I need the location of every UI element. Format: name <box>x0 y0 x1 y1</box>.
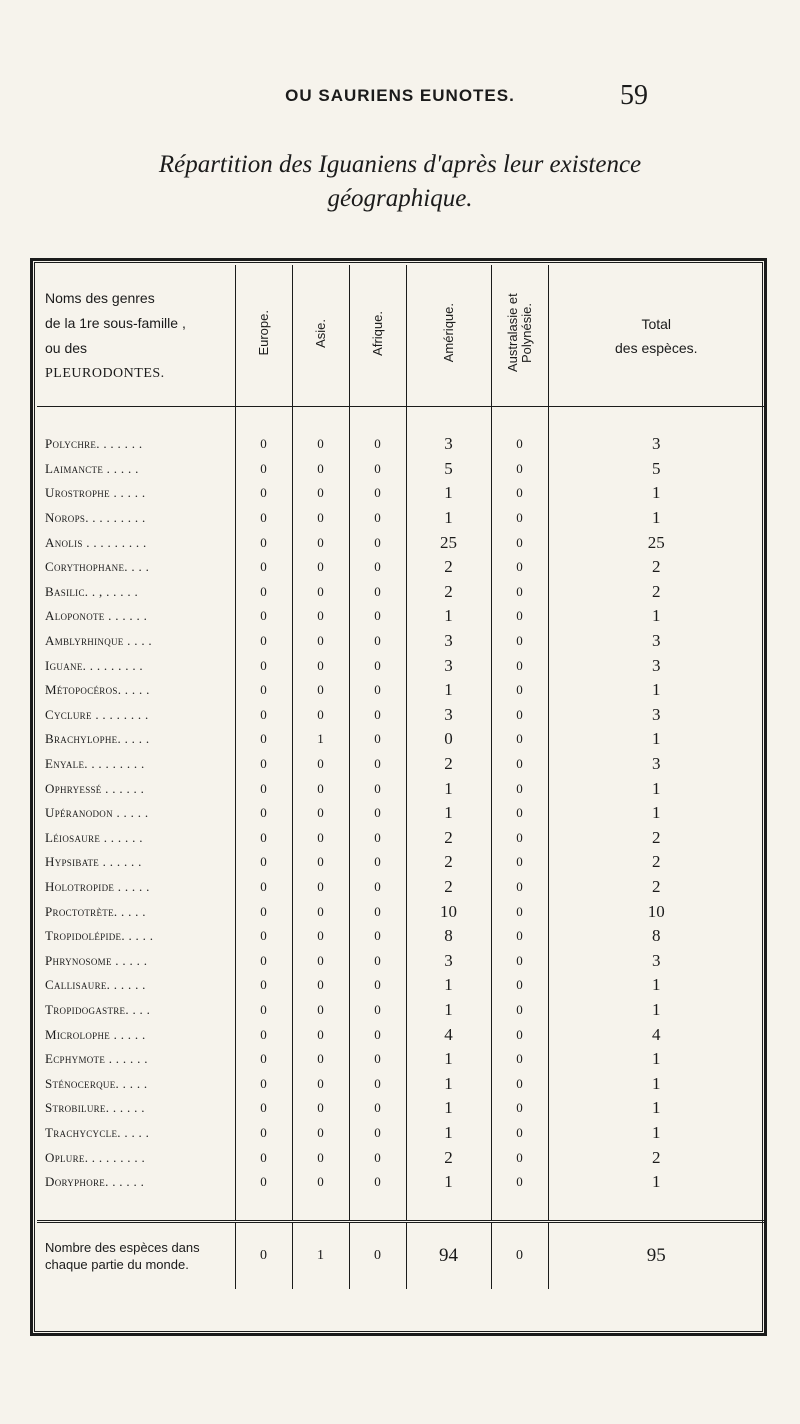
cell-amerique: 1 <box>406 678 491 703</box>
cell-amerique: 2 <box>406 555 491 580</box>
cell-afrique: 0 <box>349 580 406 605</box>
cell-afrique: 0 <box>349 801 406 826</box>
cell-amerique: 2 <box>406 752 491 777</box>
cell-asie: 0 <box>292 776 349 801</box>
cell-australasie: 0 <box>491 1071 548 1096</box>
cell-australasie: 0 <box>491 1145 548 1170</box>
cell-australasie: 0 <box>491 703 548 728</box>
cell-total: 1 <box>548 1047 764 1072</box>
cell-afrique: 0 <box>349 899 406 924</box>
cell-afrique: 0 <box>349 1047 406 1072</box>
cell-total: 4 <box>548 1022 764 1047</box>
cell-australasie: 0 <box>491 727 548 752</box>
cell-asie: 0 <box>292 752 349 777</box>
cell-total: 2 <box>548 826 764 851</box>
table-row <box>37 776 764 801</box>
cell-afrique: 0 <box>349 850 406 875</box>
cell-australasie: 0 <box>491 752 548 777</box>
footer-australasie: 0 <box>491 1222 548 1290</box>
cell-australasie: 0 <box>491 1047 548 1072</box>
table-row <box>37 653 764 678</box>
cell-amerique: 1 <box>406 1121 491 1146</box>
cell-total: 8 <box>548 924 764 949</box>
cell-afrique: 0 <box>349 924 406 949</box>
footer-afrique: 0 <box>349 1222 406 1290</box>
cell-australasie: 0 <box>491 850 548 875</box>
cell-asie: 0 <box>292 899 349 924</box>
genus-name: Léiosaure . . . . . . <box>45 829 143 845</box>
cell-australasie: 0 <box>491 776 548 801</box>
cell-amerique: 25 <box>406 530 491 555</box>
cell-europe: 0 <box>235 1071 292 1096</box>
cell-amerique: 1 <box>406 1096 491 1121</box>
footer-label: Nombre des espèces dans chaque partie du monde. <box>37 1222 235 1290</box>
cell-amerique: 1 <box>406 776 491 801</box>
cell-australasie: 0 <box>491 432 548 457</box>
cell-europe: 0 <box>235 973 292 998</box>
cell-amerique: 1 <box>406 1170 491 1195</box>
cell-afrique: 0 <box>349 457 406 482</box>
cell-australasie: 0 <box>491 555 548 580</box>
cell-afrique: 0 <box>349 1145 406 1170</box>
cell-amerique: 1 <box>406 1071 491 1096</box>
table-row <box>37 826 764 851</box>
cell-amerique: 1 <box>406 481 491 506</box>
cell-asie: 0 <box>292 875 349 900</box>
table-row <box>37 973 764 998</box>
cell-total: 1 <box>548 1096 764 1121</box>
cell-asie: 0 <box>292 481 349 506</box>
cell-asie: 0 <box>292 457 349 482</box>
footer-asie: 1 <box>292 1222 349 1290</box>
table-row <box>37 948 764 973</box>
cell-total: 1 <box>548 604 764 629</box>
cell-amerique: 3 <box>406 653 491 678</box>
cell-total: 2 <box>548 555 764 580</box>
cell-total: 5 <box>548 457 764 482</box>
genus-name: Microlophe . . . . . <box>45 1026 146 1042</box>
cell-amerique: 5 <box>406 457 491 482</box>
cell-amerique: 3 <box>406 629 491 654</box>
cell-total: 1 <box>548 776 764 801</box>
cell-asie: 0 <box>292 555 349 580</box>
table-row <box>37 530 764 555</box>
cell-asie: 0 <box>292 580 349 605</box>
cell-afrique: 0 <box>349 1071 406 1096</box>
cell-total: 2 <box>548 850 764 875</box>
genus-name: Callisaure. . . . . . <box>45 977 146 993</box>
cell-europe: 0 <box>235 506 292 531</box>
cell-total: 1 <box>548 481 764 506</box>
table-row <box>37 481 764 506</box>
cell-europe: 0 <box>235 481 292 506</box>
genus-name: Tropidogastre. . . . <box>45 1001 151 1017</box>
cell-amerique: 2 <box>406 875 491 900</box>
cell-asie: 1 <box>292 727 349 752</box>
table-row <box>37 432 764 457</box>
table-title-line2: géographique. <box>327 185 473 212</box>
cell-europe: 0 <box>235 1145 292 1170</box>
cell-europe: 0 <box>235 924 292 949</box>
cell-asie: 0 <box>292 1047 349 1072</box>
table-row <box>37 1145 764 1170</box>
cell-total: 2 <box>548 580 764 605</box>
cell-total: 1 <box>548 973 764 998</box>
cell-asie: 0 <box>292 1096 349 1121</box>
table-row <box>37 801 764 826</box>
cell-afrique: 0 <box>349 1096 406 1121</box>
header-afrique: Afrique. <box>349 265 406 407</box>
page-number: 59 <box>620 80 648 111</box>
cell-total: 3 <box>548 752 764 777</box>
cell-afrique: 0 <box>349 948 406 973</box>
table-row <box>37 604 764 629</box>
cell-total: 2 <box>548 1145 764 1170</box>
genus-name: Holotropide . . . . . <box>45 878 150 894</box>
cell-amerique: 1 <box>406 1047 491 1072</box>
header-australasie: Australasie et Polynésie. <box>491 265 548 407</box>
genus-name: Tropidolépide. . . . . <box>45 928 154 944</box>
cell-australasie: 0 <box>491 899 548 924</box>
genus-name: Doryphore. . . . . . <box>45 1174 145 1190</box>
table-header-row <box>37 265 764 407</box>
cell-total: 1 <box>548 727 764 752</box>
cell-europe: 0 <box>235 1096 292 1121</box>
table-body <box>37 407 764 1222</box>
header-genus-names: Noms des genres de la 1re sous-famille , ou des PLEURODONTES. <box>37 265 235 407</box>
cell-europe: 0 <box>235 555 292 580</box>
cell-asie: 0 <box>292 826 349 851</box>
table-row <box>37 924 764 949</box>
running-head <box>0 80 800 120</box>
cell-total: 1 <box>548 678 764 703</box>
genus-name: Urostrophe . . . . . <box>45 485 146 501</box>
cell-europe: 0 <box>235 727 292 752</box>
cell-asie: 0 <box>292 1121 349 1146</box>
cell-total: 3 <box>548 948 764 973</box>
cell-australasie: 0 <box>491 457 548 482</box>
cell-asie: 0 <box>292 506 349 531</box>
cell-amerique: 10 <box>406 899 491 924</box>
distribution-table-frame <box>30 258 767 1336</box>
genus-name: Polychre. . . . . . . <box>45 436 143 452</box>
cell-australasie: 0 <box>491 924 548 949</box>
genus-name: Iguane. . . . . . . . . <box>45 657 143 673</box>
table-row <box>37 1121 764 1146</box>
genus-name: Corythophane. . . . <box>45 559 150 575</box>
cell-australasie: 0 <box>491 998 548 1023</box>
cell-europe: 0 <box>235 875 292 900</box>
cell-total: 25 <box>548 530 764 555</box>
table-row <box>37 629 764 654</box>
cell-afrique: 0 <box>349 1022 406 1047</box>
cell-europe: 0 <box>235 604 292 629</box>
cell-afrique: 0 <box>349 555 406 580</box>
table-footer-row <box>37 1222 764 1290</box>
cell-europe: 0 <box>235 653 292 678</box>
cell-amerique: 4 <box>406 1022 491 1047</box>
cell-europe: 0 <box>235 998 292 1023</box>
cell-total: 1 <box>548 506 764 531</box>
cell-total: 2 <box>548 875 764 900</box>
table-spacer-row <box>37 1194 764 1222</box>
cell-europe: 0 <box>235 850 292 875</box>
footer-amerique: 94 <box>406 1222 491 1290</box>
cell-asie: 0 <box>292 604 349 629</box>
cell-total: 3 <box>548 432 764 457</box>
cell-afrique: 0 <box>349 752 406 777</box>
cell-australasie: 0 <box>491 973 548 998</box>
cell-amerique: 2 <box>406 580 491 605</box>
cell-amerique: 1 <box>406 506 491 531</box>
cell-europe: 0 <box>235 826 292 851</box>
header-amerique: Amérique. <box>406 265 491 407</box>
table-row <box>37 850 764 875</box>
cell-afrique: 0 <box>349 826 406 851</box>
table-row <box>37 678 764 703</box>
cell-amerique: 1 <box>406 973 491 998</box>
genus-name: Ophryessé . . . . . . <box>45 780 145 796</box>
cell-asie: 0 <box>292 1145 349 1170</box>
cell-afrique: 0 <box>349 678 406 703</box>
cell-australasie: 0 <box>491 1096 548 1121</box>
cell-europe: 0 <box>235 776 292 801</box>
genus-name: Laimancte . . . . . <box>45 460 139 476</box>
cell-australasie: 0 <box>491 1022 548 1047</box>
header-europe: Europe. <box>235 265 292 407</box>
cell-afrique: 0 <box>349 1170 406 1195</box>
cell-afrique: 0 <box>349 1121 406 1146</box>
table-row <box>37 555 764 580</box>
table-row <box>37 1022 764 1047</box>
cell-total: 1 <box>548 1121 764 1146</box>
cell-total: 3 <box>548 653 764 678</box>
cell-afrique: 0 <box>349 703 406 728</box>
genus-name: Aloponote . . . . . . <box>45 608 148 624</box>
cell-australasie: 0 <box>491 826 548 851</box>
cell-afrique: 0 <box>349 875 406 900</box>
cell-afrique: 0 <box>349 653 406 678</box>
cell-asie: 0 <box>292 850 349 875</box>
cell-australasie: 0 <box>491 530 548 555</box>
genus-name: Norops. . . . . . . . . <box>45 510 146 526</box>
distribution-table <box>37 265 764 1289</box>
genus-name: Brachylophe. . . . . <box>45 731 150 747</box>
cell-europe: 0 <box>235 1022 292 1047</box>
cell-amerique: 2 <box>406 826 491 851</box>
cell-australasie: 0 <box>491 580 548 605</box>
cell-asie: 0 <box>292 678 349 703</box>
genus-name: Ecphymote . . . . . . <box>45 1051 148 1067</box>
cell-total: 1 <box>548 998 764 1023</box>
cell-amerique: 8 <box>406 924 491 949</box>
cell-asie: 0 <box>292 703 349 728</box>
cell-asie: 0 <box>292 432 349 457</box>
cell-australasie: 0 <box>491 506 548 531</box>
table-row <box>37 998 764 1023</box>
cell-amerique: 1 <box>406 604 491 629</box>
cell-europe: 0 <box>235 801 292 826</box>
cell-australasie: 0 <box>491 604 548 629</box>
table-row <box>37 457 764 482</box>
genus-name: Proctotrète. . . . . <box>45 903 146 919</box>
cell-amerique: 0 <box>406 727 491 752</box>
cell-europe: 0 <box>235 678 292 703</box>
table-row <box>37 703 764 728</box>
table-row <box>37 727 764 752</box>
cell-total: 1 <box>548 1071 764 1096</box>
table-row <box>37 580 764 605</box>
cell-asie: 0 <box>292 530 349 555</box>
table-row <box>37 752 764 777</box>
cell-amerique: 3 <box>406 432 491 457</box>
genus-name: Basilic. . , . . . . . <box>45 583 139 599</box>
genus-name: Anolis . . . . . . . . . <box>45 534 147 550</box>
cell-australasie: 0 <box>491 653 548 678</box>
cell-europe: 0 <box>235 1047 292 1072</box>
footer-total: 95 <box>548 1222 764 1290</box>
cell-amerique: 3 <box>406 948 491 973</box>
cell-asie: 0 <box>292 998 349 1023</box>
header-total: Total des espèces. <box>548 265 764 407</box>
header-asie: Asie. <box>292 265 349 407</box>
cell-europe: 0 <box>235 752 292 777</box>
cell-europe: 0 <box>235 1121 292 1146</box>
genus-name: Upéranodon . . . . . <box>45 805 149 821</box>
cell-europe: 0 <box>235 899 292 924</box>
cell-afrique: 0 <box>349 727 406 752</box>
table-row <box>37 1071 764 1096</box>
cell-asie: 0 <box>292 653 349 678</box>
cell-australasie: 0 <box>491 875 548 900</box>
table-title-line1: Répartition des Iguaniens d'après leur existence <box>158 151 642 178</box>
table-title <box>0 148 800 216</box>
genus-name: Amblyrhinque . . . . <box>45 633 152 649</box>
cell-australasie: 0 <box>491 481 548 506</box>
running-title: OU SAURIENS EUNOTES. <box>285 86 515 105</box>
cell-australasie: 0 <box>491 801 548 826</box>
cell-afrique: 0 <box>349 432 406 457</box>
cell-afrique: 0 <box>349 530 406 555</box>
cell-amerique: 3 <box>406 703 491 728</box>
cell-total: 3 <box>548 629 764 654</box>
cell-total: 10 <box>548 899 764 924</box>
genus-name: Trachycycle. . . . . <box>45 1124 150 1140</box>
cell-australasie: 0 <box>491 629 548 654</box>
genus-name: Enyale. . . . . . . . . <box>45 756 145 772</box>
cell-europe: 0 <box>235 1170 292 1195</box>
cell-total: 1 <box>548 801 764 826</box>
cell-afrique: 0 <box>349 973 406 998</box>
cell-afrique: 0 <box>349 506 406 531</box>
cell-australasie: 0 <box>491 1170 548 1195</box>
cell-asie: 0 <box>292 1022 349 1047</box>
cell-asie: 0 <box>292 1170 349 1195</box>
table-row <box>37 506 764 531</box>
table-row <box>37 875 764 900</box>
cell-europe: 0 <box>235 703 292 728</box>
cell-afrique: 0 <box>349 998 406 1023</box>
table-row <box>37 1170 764 1195</box>
genus-name: Strobilure. . . . . . <box>45 1100 145 1116</box>
cell-total: 1 <box>548 1170 764 1195</box>
cell-amerique: 1 <box>406 801 491 826</box>
cell-asie: 0 <box>292 1071 349 1096</box>
table-row <box>37 1047 764 1072</box>
cell-asie: 0 <box>292 973 349 998</box>
cell-europe: 0 <box>235 457 292 482</box>
cell-europe: 0 <box>235 432 292 457</box>
footer-europe: 0 <box>235 1222 292 1290</box>
cell-australasie: 0 <box>491 948 548 973</box>
cell-australasie: 0 <box>491 678 548 703</box>
cell-asie: 0 <box>292 629 349 654</box>
cell-afrique: 0 <box>349 629 406 654</box>
genus-name: Phrynosome . . . . . <box>45 952 148 968</box>
genus-name: Hypsibate . . . . . . <box>45 854 142 870</box>
cell-total: 3 <box>548 703 764 728</box>
genus-name: Cyclure . . . . . . . . <box>45 706 149 722</box>
cell-amerique: 2 <box>406 850 491 875</box>
table-row <box>37 1096 764 1121</box>
cell-amerique: 1 <box>406 998 491 1023</box>
genus-name: Métopocéros. . . . . <box>45 682 150 698</box>
cell-afrique: 0 <box>349 776 406 801</box>
cell-europe: 0 <box>235 530 292 555</box>
cell-afrique: 0 <box>349 604 406 629</box>
cell-amerique: 2 <box>406 1145 491 1170</box>
genus-name: Sténocerque. . . . . <box>45 1075 148 1091</box>
cell-afrique: 0 <box>349 481 406 506</box>
table-row <box>37 899 764 924</box>
table-spacer-row <box>37 407 764 433</box>
cell-asie: 0 <box>292 801 349 826</box>
cell-asie: 0 <box>292 948 349 973</box>
genus-name: Oplure. . . . . . . . . <box>45 1149 146 1165</box>
cell-asie: 0 <box>292 924 349 949</box>
cell-europe: 0 <box>235 629 292 654</box>
cell-australasie: 0 <box>491 1121 548 1146</box>
cell-europe: 0 <box>235 580 292 605</box>
cell-europe: 0 <box>235 948 292 973</box>
